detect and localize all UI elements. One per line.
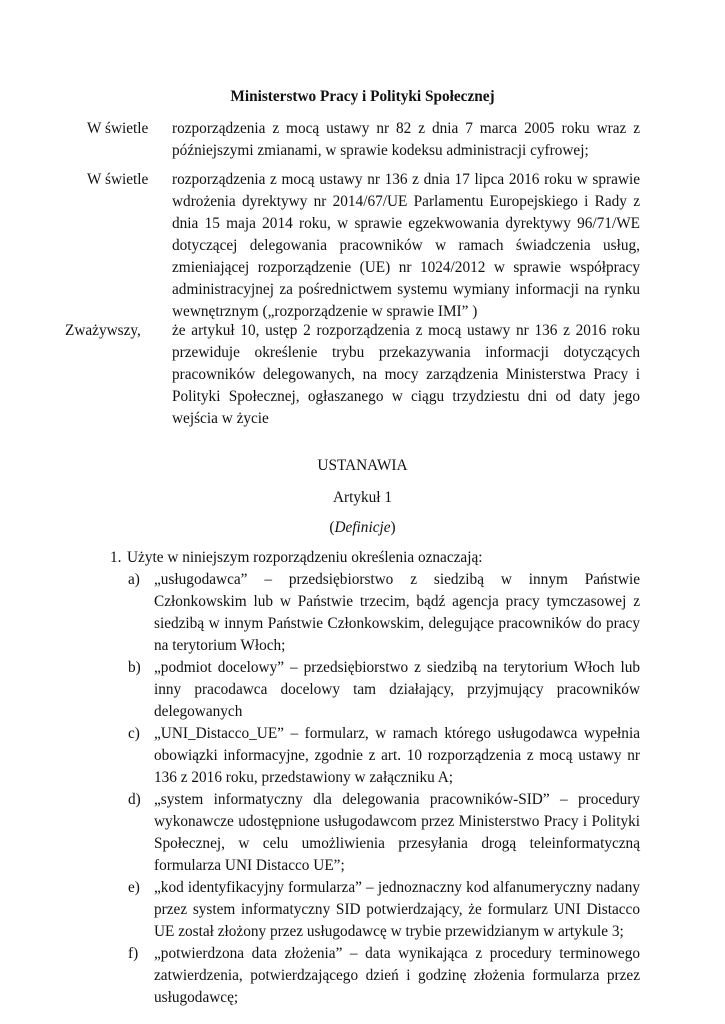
list-marker: f) (128, 945, 139, 962)
list-marker: e) (128, 879, 140, 896)
list-item (128, 569, 640, 657)
list-item-text: „usługodawca” – przedsiębiorstwo z siedzibą w innym Państwie Członkowskim lub w Państwie trzecim, bądź agencja pracy tymczasowej z siedzibą w innym Państwie Członkowskim, delegujące pracowników do pracy na terytorium Włoch; (154, 571, 640, 654)
list-item-text: „system informatyczny dla delegowania pracowników-SID” – procedury wykonawcze udostępnione usługodawcom przez Ministerstwo Pracy i Polityki Społecznej, w celu umożliwienia przesyłania drogą teleinformatyczną formularza UNI Distacco UE”; (154, 791, 640, 874)
preamble-text: że artykuł 10, ustęp 2 rozporządzenia z mocą ustawy nr 136 z 2016 roku przewiduje określenie trybu przekazywania informacji dotyczących pracowników delegowanych, na mocy zarządzenia Ministerstwa Pracy i Polityki Społecznej, ogłaszanego w ciągu trzydziestu dni od daty jego wejścia w życie (172, 322, 640, 427)
preamble-label: Zważywszy, (65, 322, 141, 339)
article-subtitle (0, 517, 725, 539)
list-item (128, 943, 640, 1009)
list-item-text: „kod identyfikacyjny formularza” – jednoznaczny kod alfanumeryczny nadany przez system informatyczny SID potwierdzający, że formularz UNI Distacco UE został złożony przez usługodawcę w trybie przewidzianym w artykule 3; (154, 879, 640, 940)
list-item (128, 657, 640, 723)
article-heading: Artykuł 1 (332, 489, 393, 506)
subtitle-paren-open: ( (329, 519, 335, 536)
preamble-text: rozporządzenia z mocą ustawy nr 82 z dnia 7 marca 2005 roku wraz z późniejszymi zmianami, w sprawie kodeksu administracji cyfrowej; (172, 120, 640, 159)
list-item-text: „podmiot docelowy” – przedsiębiorstwo z siedzibą na terytorium Włoch lub inny pracodawca docelowy tam działający, przyjmujący pracowników delegowanych (154, 659, 640, 720)
preamble-label: W świetle (87, 171, 149, 188)
subtitle-paren-close: ) (390, 519, 396, 536)
preamble-text: rozporządzenia z mocą ustawy nr 136 z dnia 17 lipca 2016 roku w sprawie wdrożenia dyrektywy nr 2014/67/UE Parlamentu Europejskiego i Rady z dnia 15 maja 2014 roku, w sprawie egzekwowania dyrektywy 96/71/WE dotyczącej delegowania pracowników w ramach świadczenia usług, zmieniającej rozporządzenie (UE) nr 1024/2012 w sprawie współpracy administracyjnej za pośrednictwem systemu wymiany informacji na rynku wewnętrznym („rozporządzenie w sprawie IMI” ) (172, 171, 640, 320)
list-item-text: „UNI_Distacco_UE” – formularz, w ramach którego usługodawca wypełnia obowiązki informacyjne, zgodnie z art. 10 rozporządzenia z mocą ustawy nr 136 z 2016 roku, przedstawiony w załączniku A; (154, 725, 640, 786)
point-number: 1. (110, 549, 122, 566)
list-item (128, 789, 640, 877)
list-marker: b) (128, 659, 141, 676)
list-marker: d) (128, 791, 141, 808)
point-text: Użyte w niniejszym rozporządzeniu określenia oznaczają: (127, 549, 483, 566)
decision-heading: USTANAWIA (317, 457, 408, 474)
definitions-list (128, 569, 640, 1009)
subtitle-text: Definicje (334, 519, 391, 536)
list-item (128, 877, 640, 943)
preamble-label: W świetle (87, 120, 149, 137)
list-item (128, 723, 640, 789)
list-marker: a) (128, 571, 140, 588)
list-marker: c) (128, 725, 140, 742)
document-title: Ministerstwo Pracy i Polityki Społecznej (230, 88, 495, 105)
list-item-text: „potwierdzona data złożenia” – data wynikająca z procedury terminowego zatwierdzenia, potwierdzającego dzień i godzinę złożenia formularza przez usługodawcę; (154, 945, 640, 1006)
